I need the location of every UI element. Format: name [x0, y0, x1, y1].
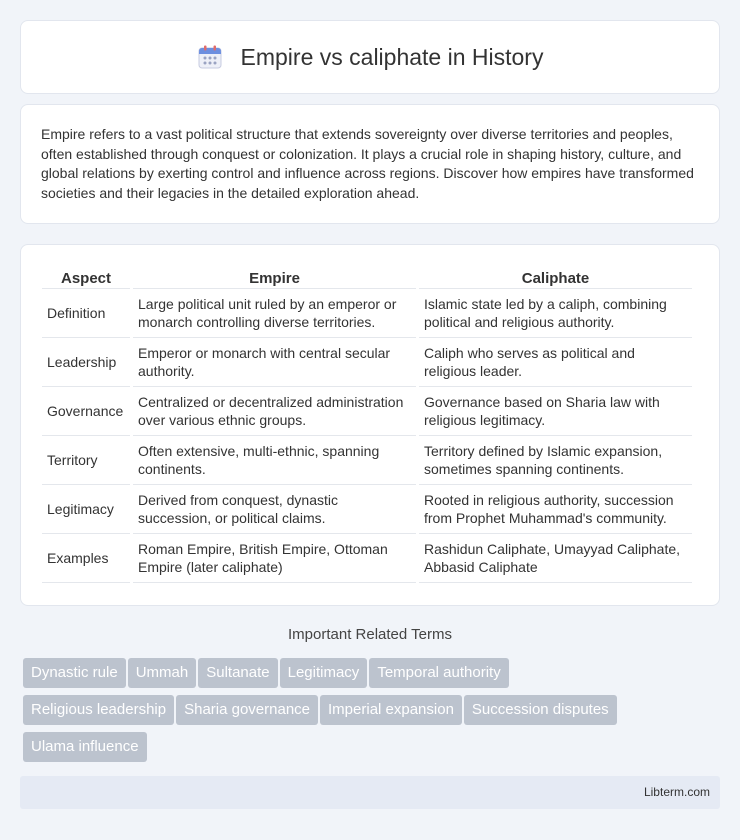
table-row	[42, 338, 692, 387]
calendar-icon	[197, 44, 223, 70]
header-empire: Empire	[133, 265, 416, 289]
term-tag[interactable]: Imperial expansion	[320, 695, 462, 725]
intro-card	[20, 104, 720, 224]
row-empire: Centralized or decentralized administration over various ethnic groups.	[133, 387, 416, 436]
table-row	[42, 387, 692, 436]
row-aspect: Examples	[42, 534, 130, 583]
term-tag[interactable]: Dynastic rule	[23, 658, 126, 688]
table-row	[42, 485, 692, 534]
comparison-table-card	[20, 244, 720, 606]
row-caliphate: Territory defined by Islamic expansion, sometimes spanning continents.	[419, 436, 692, 485]
page-title: Empire vs caliphate in History	[240, 43, 544, 70]
row-caliphate: Islamic state led by a caliph, combining political and religious authority.	[419, 289, 692, 338]
row-caliphate: Caliph who serves as political and religious leader.	[419, 338, 692, 387]
table-row	[42, 289, 692, 338]
row-caliphate: Rooted in religious authority, succession from Prophet Muhammad's community.	[419, 485, 692, 534]
related-terms-title: Important Related Terms	[288, 626, 452, 643]
row-aspect: Governance	[42, 387, 130, 436]
term-tag[interactable]: Ummah	[128, 658, 197, 688]
term-tag[interactable]: Sultanate	[198, 658, 277, 688]
row-caliphate: Rashidun Caliphate, Umayyad Caliphate, Abbasid Caliphate	[419, 534, 692, 583]
term-tag[interactable]: Succession disputes	[464, 695, 617, 725]
footer	[20, 776, 720, 809]
term-tag[interactable]: Sharia governance	[176, 695, 318, 725]
table-row	[42, 436, 692, 485]
row-aspect: Territory	[42, 436, 130, 485]
term-tag[interactable]: Legitimacy	[280, 658, 368, 688]
row-aspect: Leadership	[42, 338, 130, 387]
row-empire: Large political unit ruled by an emperor or monarch controlling diverse territories.	[133, 289, 416, 338]
row-empire: Often extensive, multi-ethnic, spanning continents.	[133, 436, 416, 485]
term-tag[interactable]: Temporal authority	[369, 658, 508, 688]
term-tag[interactable]: Religious leadership	[23, 695, 174, 725]
related-terms-list	[23, 658, 723, 769]
header-aspect: Aspect	[42, 265, 130, 289]
intro-text: Empire refers to a vast political structure that extends sovereignty over diverse territories and peoples, often established through conquest or colonization. It plays a crucial role in shaping history, culture, and global relations by exerting control and influence across regions. Discover how empires have transformed societies and their legacies in the detailed exploration ahead.	[41, 126, 694, 201]
term-tag[interactable]: Ulama influence	[23, 732, 147, 762]
row-empire: Roman Empire, British Empire, Ottoman Empire (later caliphate)	[133, 534, 416, 583]
row-aspect: Definition	[42, 289, 130, 338]
table-row	[42, 534, 692, 583]
row-empire: Emperor or monarch with central secular authority.	[133, 338, 416, 387]
row-aspect: Legitimacy	[42, 485, 130, 534]
header-card	[20, 20, 720, 94]
header-caliphate: Caliphate	[419, 265, 692, 289]
footer-site-link[interactable]: Libterm.com	[643, 785, 710, 799]
row-empire: Derived from conquest, dynastic succession, or political claims.	[133, 485, 416, 534]
row-caliphate: Governance based on Sharia law with religious legitimacy.	[419, 387, 692, 436]
table-header-row	[42, 265, 692, 289]
comparison-table	[39, 265, 695, 583]
